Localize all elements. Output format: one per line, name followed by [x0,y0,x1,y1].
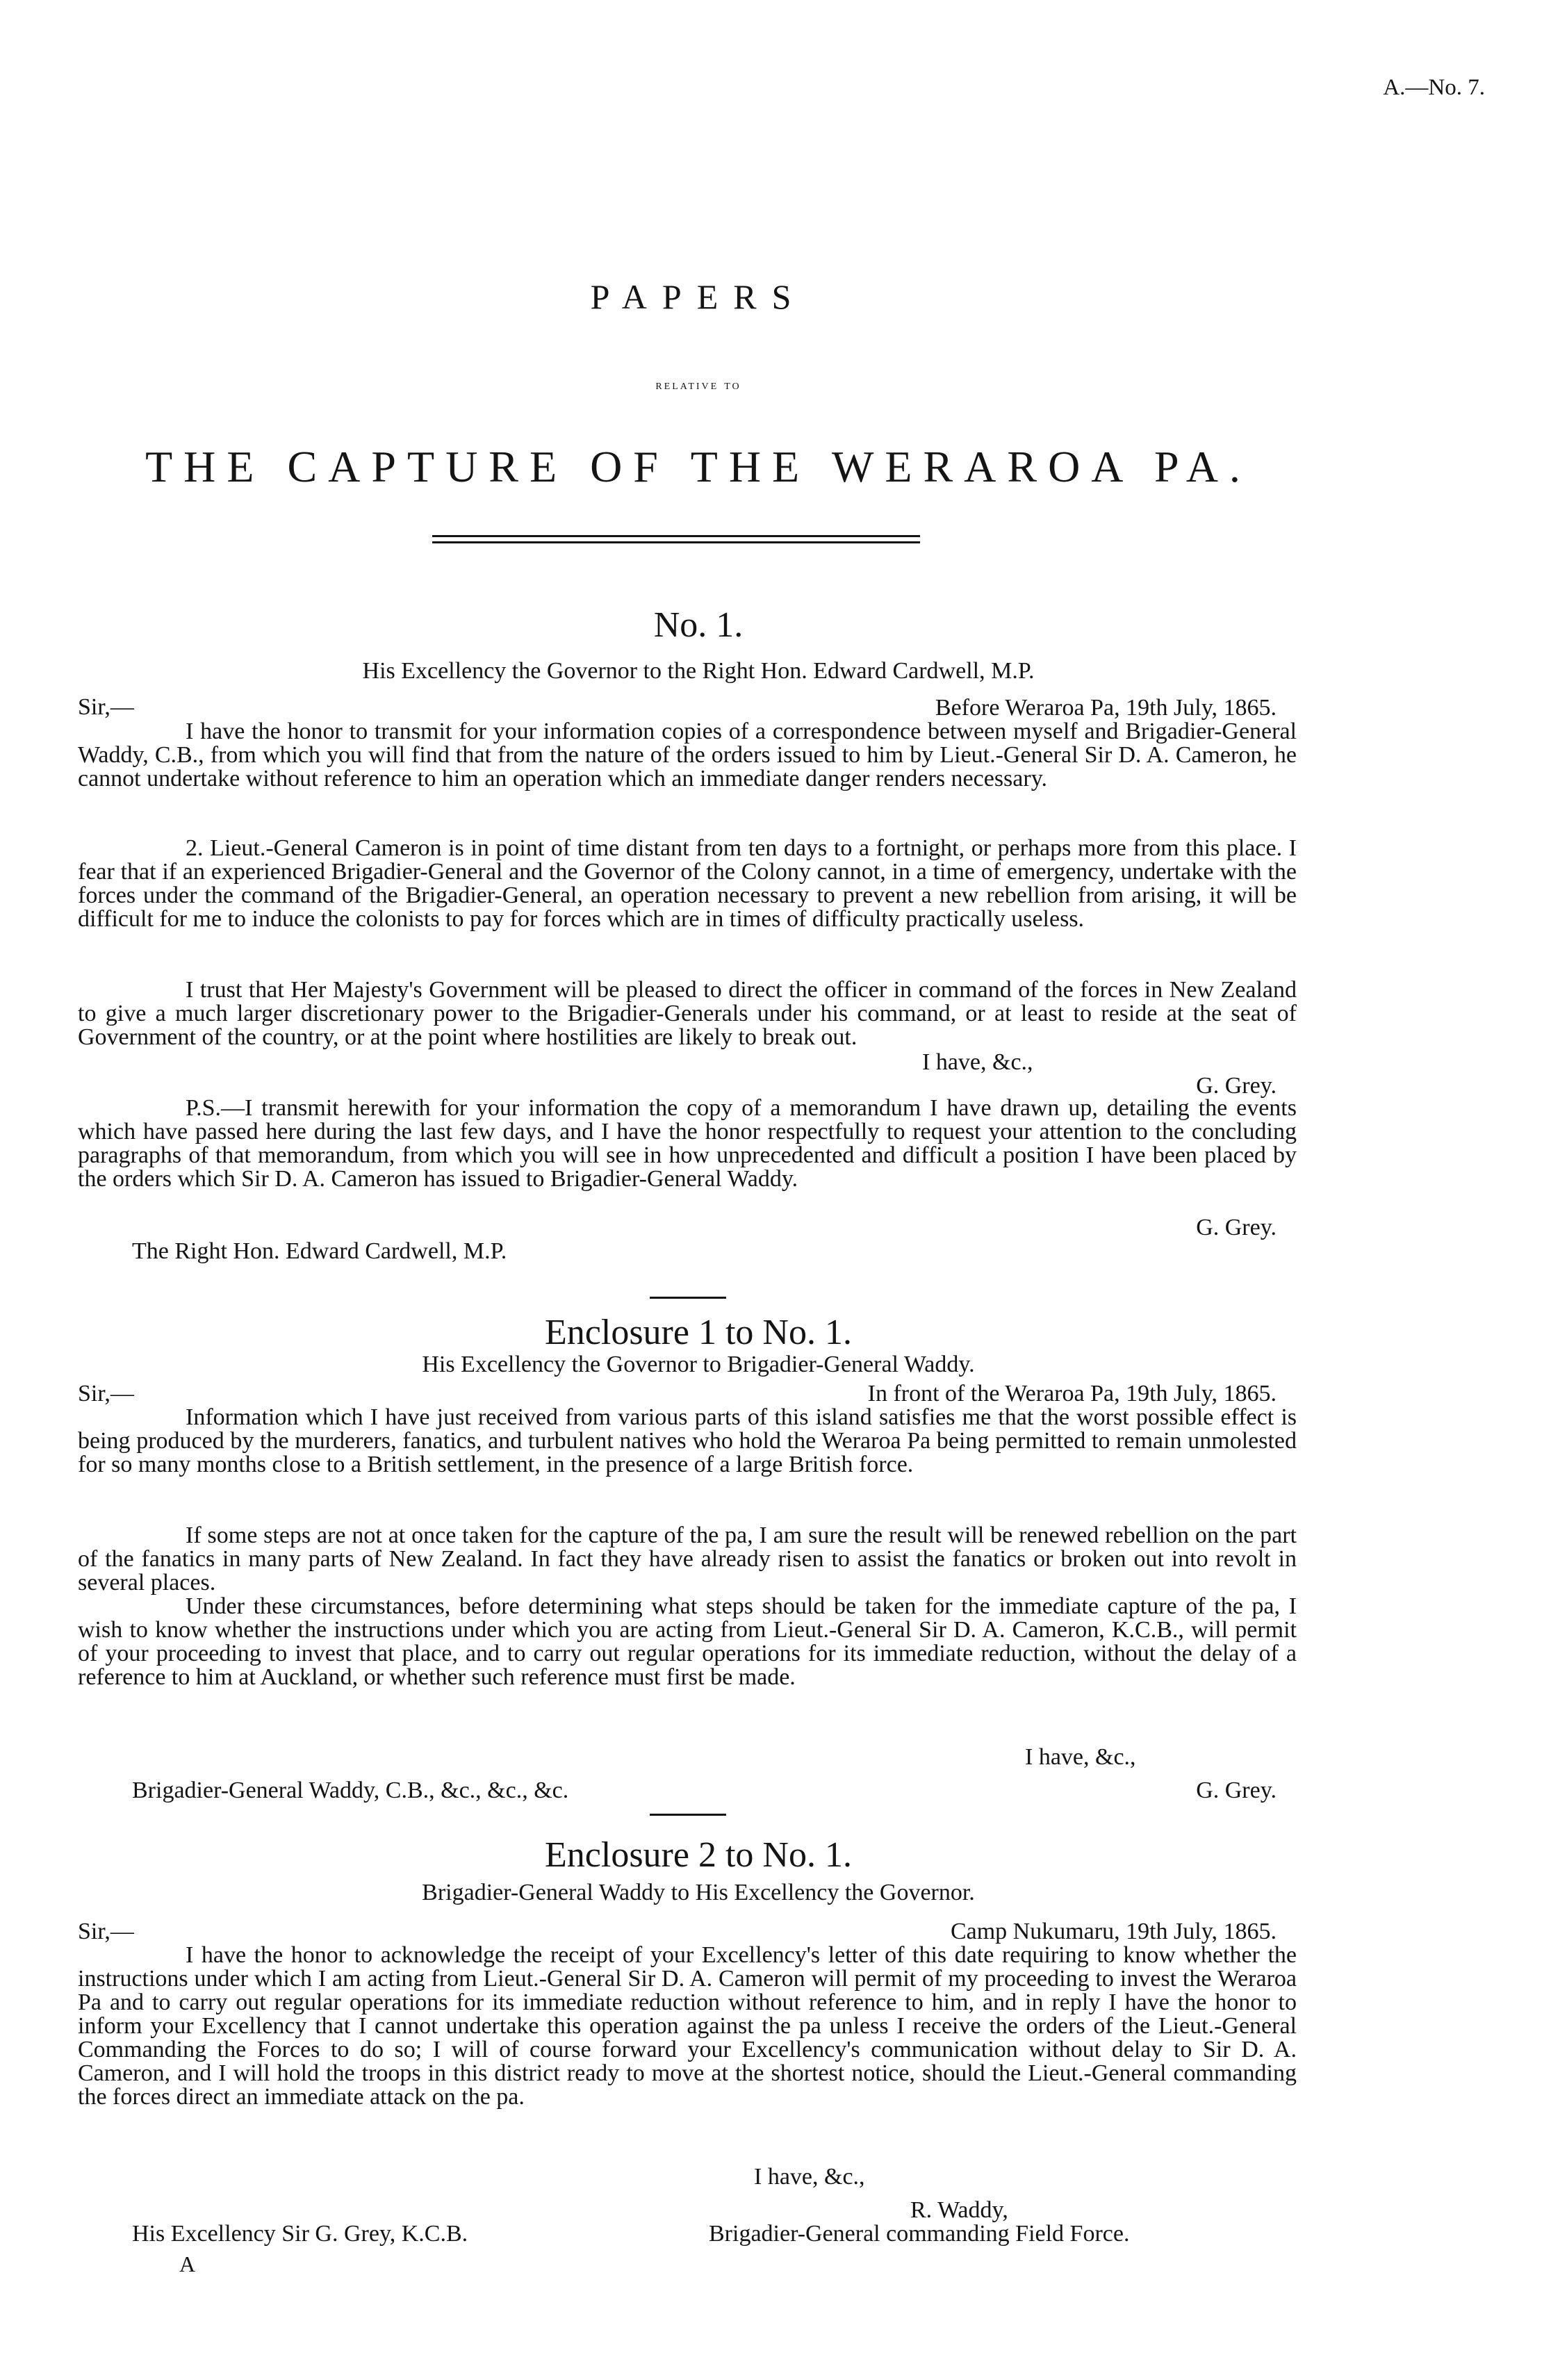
paragraph-no1-3: I trust that Her Majesty's Government will be pleased to direct the officer in command of the forces in New Zealand to give a much larger discretionary power to the Brigadier-Generals under his command, or at least to reside at the seat of Government of the country, or at the point where hostilities are likely to break out. [78,977,1297,1050]
title-double-rule [432,535,920,543]
signature-no1: G. Grey. [1196,1073,1277,1099]
paragraph-no1-1: I have the honor to transmit for your information copies of a correspondence between myself and Brigadier-General Waddy, C.B., from which you will find that from the nature of the orders issued to him by Lieut.-General Sir D. A. Cameron, he cannot undertake without reference to him an operation which an immediate danger renders necessary. [78,719,1297,791]
postscript-signature-no1: G. Grey. [1196,1215,1277,1240]
letter-heading-no1: No. 1. [653,605,744,645]
section-rule-2 [650,1814,726,1816]
closing-enc2: I have, &c., [754,2164,865,2190]
salutation-no1: Sir,— [78,694,134,720]
title-papers: PAPERS [590,277,807,316]
postscript-no1: P.S.—I transmit herewith for your information the copy of a memorandum I have drawn up, detailing the events which have passed here during the last few days, and I have the honor respectfully to request your attention to the concluding paragraphs of that memorandum, from which you will see in how unprecedented and difficult a position I have been placed by the orders which Sir D. A. Cameron has issued to Brigadier-General Waddy. [78,1095,1297,1192]
paragraph-no1-2: 2. Lieut.-General Cameron is in point of time distant from ten days to a fortnight, or perhaps more from this place. I fear that if an experienced Brigadier-General and the Governor of the Colony cannot, in a time of emergency, undertake with the forces under the command of the Brigadier-General, an operation necessary to prevent a new rebellion from arising, it will be difficult for me to induce the colonists to pay for forces which are in times of difficulty practically useless. [78,835,1297,932]
paragraph-enc1-3: Under these circumstances, before determining what steps should be taken for the immediate capture of the pa, I wish to know whether the instructions under which you are acting from Lieut.-General Sir D. A. Cameron, K.C.B., will permit of your proceeding to invest that place, and to carry out regular operations for its immediate reduction, without the delay of a reference to him at Auckland, or whether such reference must first be made. [78,1593,1297,1690]
enclosure1-heading: Enclosure 1 to No. 1. [545,1313,852,1352]
closing-no1: I have, &c., [922,1049,1033,1075]
enclosure2-heading: Enclosure 2 to No. 1. [545,1835,852,1875]
addressee-enc2: His Excellency Sir G. Grey, K.C.B. [132,2221,468,2247]
enclosure1-subheading: His Excellency the Governor to Brigadier-General Waddy. [422,1352,975,1377]
enclosure2-dateline: Camp Nukumaru, 19th July, 1865. [950,1919,1277,1944]
enclosure2-subheading: Brigadier-General Waddy to His Excellency the Governor. [422,1880,975,1905]
paragraph-enc1-2: If some steps are not at once taken for the capture of the pa, I am sure the result will be renewed rebellion on the part of the fanatics in many parts of New Zealand. In fact they have already risen to assist the fanatics or broken out into revolt in several places. [78,1523,1297,1595]
printer-signature-mark: A [179,2251,196,2276]
paragraph-enc2-1: I have the honor to acknowledge the receipt of your Excellency's letter of this date requiring to know whether the instructions under which I am acting from Lieut.-General Sir D. A. Cameron will permit of my proceeding to invest the Weraroa Pa and to carry out regular operations for its immediate reduction without reference to him, and in reply I have the honor to inform your Excellency that I cannot undertake this operation against the pa unless I receive the orders of the Lieut.-General Commanding the Forces to do so; I will of course forward your Excellency's communication without delay to Sir D. A. Cameron, and I will hold the troops in this district ready to move at the shortest notice, should the Lieut.-General commanding the forces direct an immediate attack on the pa. [78,1942,1297,2110]
addressee-no1: The Right Hon. Edward Cardwell, M.P. [132,1238,507,1264]
signature-enc2-name: R. Waddy, [910,2197,1008,2223]
signature-enc1: G. Grey. [1196,1778,1277,1803]
title-relative-to: relative to [655,377,741,393]
signature-enc2-title: Brigadier-General commanding Field Force. [709,2221,1130,2247]
running-head: A.—No. 7. [1383,75,1485,100]
section-rule-1 [650,1297,726,1299]
paragraph-enc1-1: Information which I have just received from various parts of this island satisfies me that the worst possible effect is being produced by the murderers, fanatics, and turbulent natives who hold the Weraroa Pa being permitted to remain unmolested for so many months close to a British settlement, in the presence of a large British force. [78,1404,1297,1477]
enclosure2-salutation: Sir,— [78,1919,134,1944]
closing-enc1: I have, &c., [1025,1744,1136,1770]
enclosure1-dateline: In front of the Weraroa Pa, 19th July, 1865. [867,1381,1277,1406]
document-title: THE CAPTURE OF THE WERAROA PA. [145,442,1252,491]
enclosure1-salutation: Sir,— [78,1381,134,1406]
dateline-no1: Before Weraroa Pa, 19th July, 1865. [935,695,1277,721]
addressee-enc1: Brigadier-General Waddy, C.B., &c., &c., &c. [132,1778,569,1803]
letter-subheading-no1: His Excellency the Governor to the Right Hon. Edward Cardwell, M.P. [362,658,1035,684]
